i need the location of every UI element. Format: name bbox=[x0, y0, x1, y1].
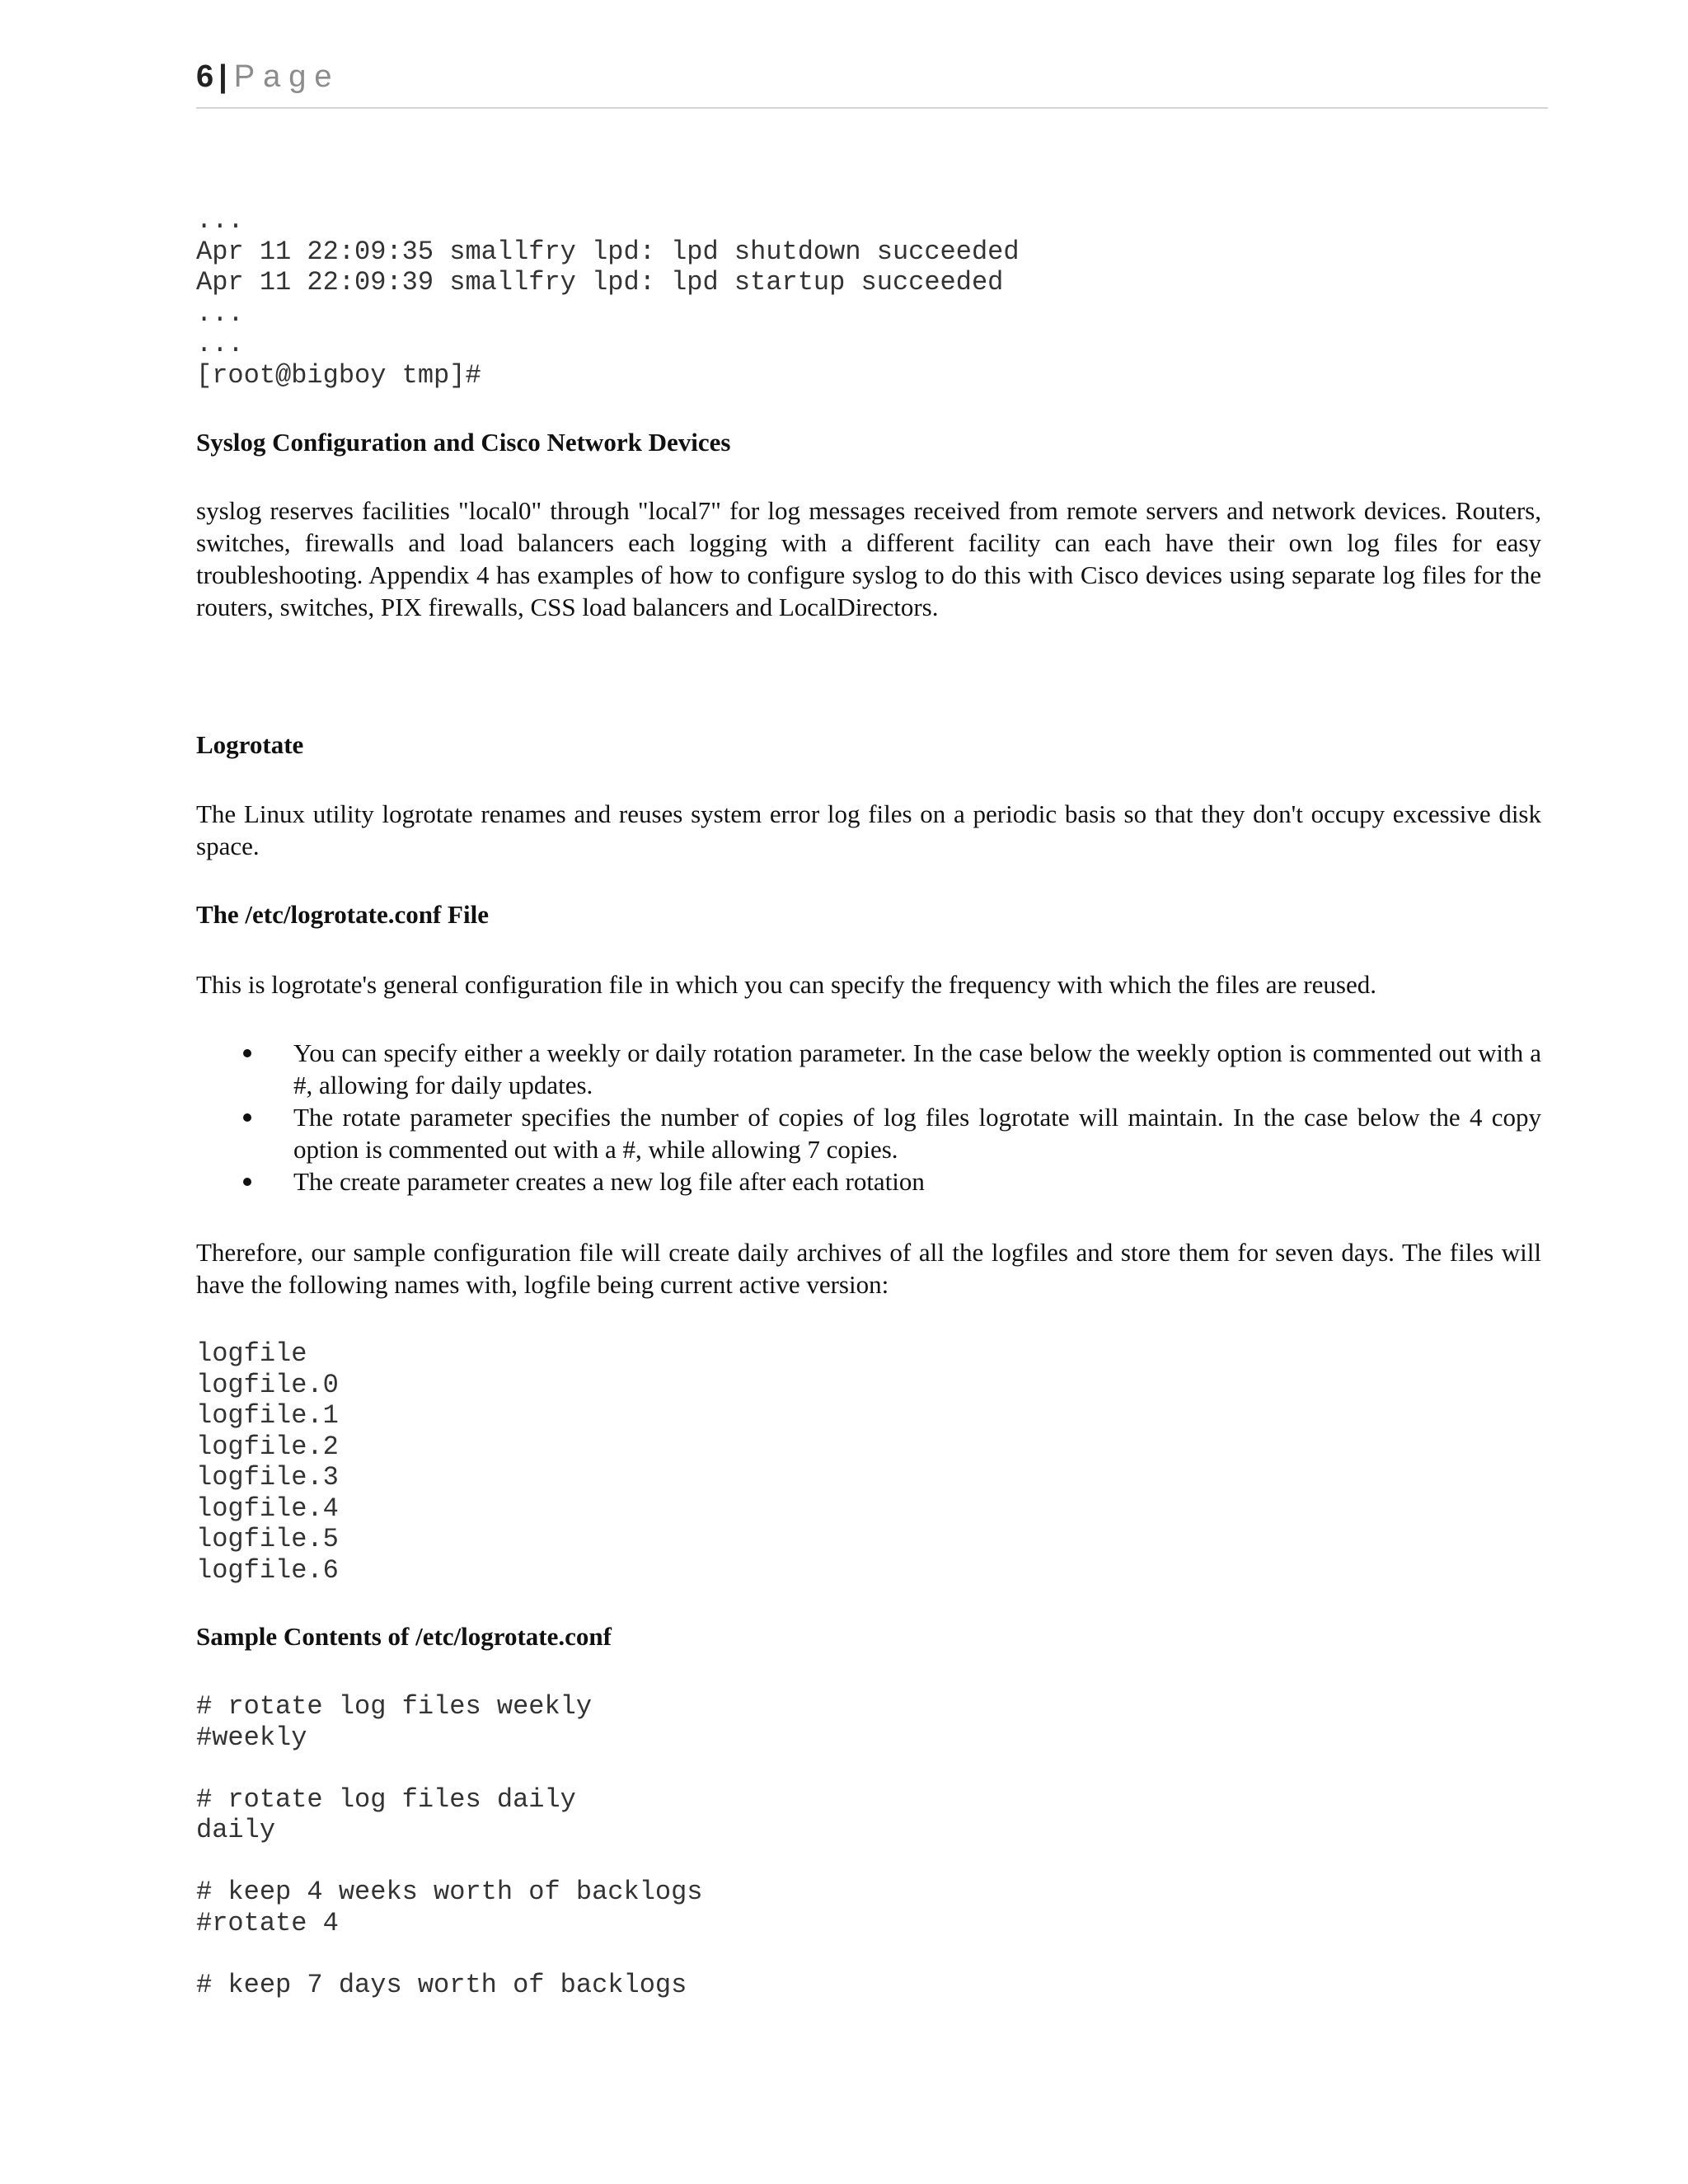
syslog-cisco-paragraph: syslog reserves facilities "local0" through "local7" for log messages received from remote servers and network devices. Routers, switches, firewalls and load balancers each logging with a different facility can each have their own log files for easy troubleshooting. Appendix 4 has examples of how to configure syslog to do this with Cisco devices using separate log files for the routers, switches, PIX firewalls, CSS load balancers and LocalDirectors. bbox=[196, 496, 1541, 621]
logrotate-paragraph: The Linux utility logrotate renames and reuses system error log files on a periodic basis so that they don't occupy excessive disk space. bbox=[196, 799, 1541, 860]
list-item: The create parameter creates a new log file after each rotation bbox=[196, 1165, 1541, 1197]
syslog-cisco-heading: Syslog Configuration and Cisco Network Devices bbox=[196, 428, 731, 457]
page-number: 6 bbox=[196, 59, 214, 94]
logrotate-heading: Logrotate bbox=[196, 730, 304, 759]
log-output-block: ... Apr 11 22:09:35 smallfry lpd: lpd shutdown succeeded Apr 11 22:09:39 smallfry lpd: lpd startup succeeded ... ... [root@bigboy tmp]# bbox=[196, 205, 1020, 391]
bullet-icon bbox=[243, 1113, 251, 1122]
logrotate-conf-paragraph: This is logrotate's general configuration file in which you can specify the frequency with which the files are reused. bbox=[196, 970, 1376, 999]
sample-config-code: # rotate log files weekly #weekly # rotate log files daily daily # keep 4 weeks worth of backlogs #rotate 4 # keep 7 days worth of backlogs bbox=[196, 1691, 703, 2000]
list-item: You can specify either a weekly or daily rotation parameter. In the case below the weekly option is commented out with a #, allowing for daily updates. bbox=[196, 1037, 1541, 1101]
bullet-icon bbox=[243, 1178, 251, 1186]
list-item: The rotate parameter specifies the number of copies of log files logrotate will maintain. In the case below the 4 copy option is commented out with a #, while allowing 7 copies. bbox=[196, 1101, 1541, 1165]
page-label: Page bbox=[233, 59, 340, 94]
logrotate-conf-heading: The /etc/logrotate.conf File bbox=[196, 900, 489, 929]
sample-contents-heading: Sample Contents of /etc/logrotate.conf bbox=[196, 1622, 612, 1651]
logfile-names-block: logfile logfile.0 logfile.1 logfile.2 logfile.3 logfile.4 logfile.5 logfile.6 bbox=[196, 1338, 339, 1586]
logrotate-parameter-list bbox=[196, 1037, 1541, 1197]
therefore-paragraph: Therefore, our sample configuration file will create daily archives of all the logfiles and store them for seven days. The files will have the following names with, logfile being current active version: bbox=[196, 1238, 1541, 1299]
bullet-icon bbox=[243, 1049, 251, 1057]
page-header bbox=[196, 59, 1548, 109]
page-separator: | bbox=[218, 59, 227, 94]
